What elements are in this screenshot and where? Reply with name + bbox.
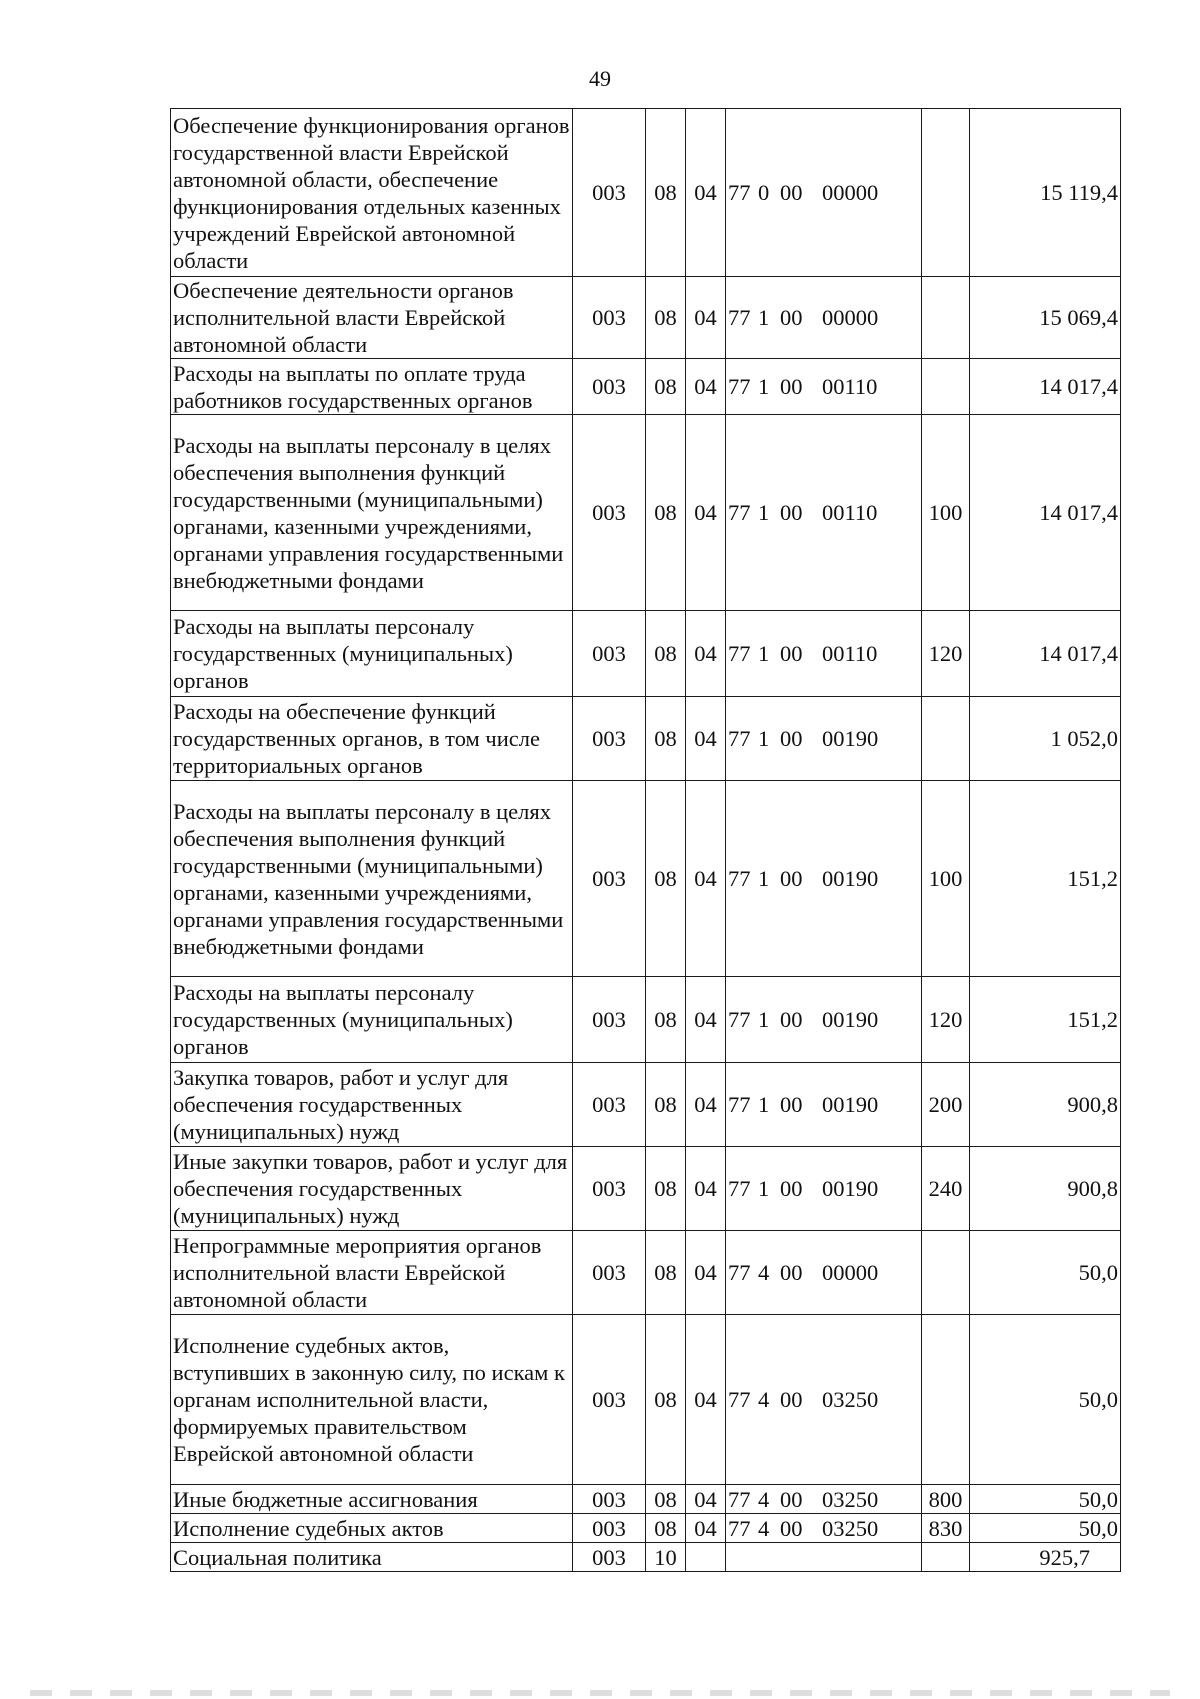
amount-value: 151,2 — [970, 781, 1121, 977]
expense-type-code: 100 — [922, 781, 970, 977]
csr-subprogram: 1 — [758, 374, 770, 399]
amount-value: 14 017,4 — [970, 359, 1121, 415]
csr-program: 77 — [728, 1260, 751, 1285]
table-row — [171, 359, 1121, 415]
target-article-code — [726, 1543, 922, 1572]
subsection-code: 04 — [686, 1147, 726, 1231]
target-article-code — [726, 1514, 922, 1543]
section-code: 08 — [646, 1485, 686, 1514]
section-code: 08 — [646, 359, 686, 415]
csr-program: 77 — [728, 1387, 751, 1412]
expense-type-code — [922, 1543, 970, 1572]
row-description: Исполнение судебных актов — [171, 1514, 573, 1543]
amount-value: 925,7 — [970, 1543, 1121, 1572]
csr-direction: 00110 — [822, 641, 878, 666]
csr-direction: 00000 — [822, 305, 879, 330]
subsection-code: 04 — [686, 1231, 726, 1315]
csr-subprogram: 1 — [758, 1176, 770, 1201]
amount-value: 14 017,4 — [970, 415, 1121, 611]
subsection-code: 04 — [686, 277, 726, 359]
csr-program: 77 — [728, 1486, 751, 1512]
amount-value: 1 052,0 — [970, 697, 1121, 781]
csr-event: 00 — [780, 305, 803, 330]
target-article-code — [726, 1231, 922, 1315]
amount-value: 50,0 — [970, 1514, 1121, 1543]
section-code: 08 — [646, 611, 686, 697]
csr-subprogram: 0 — [758, 180, 770, 205]
grbs-code: 003 — [573, 1485, 646, 1514]
grbs-code: 003 — [573, 977, 646, 1063]
csr-event: 00 — [780, 1486, 803, 1512]
expense-type-code: 120 — [922, 977, 970, 1063]
target-article-code — [726, 1147, 922, 1231]
target-article-code — [726, 1063, 922, 1147]
csr-direction: 00000 — [822, 1260, 879, 1285]
csr-subprogram: 4 — [758, 1515, 770, 1541]
expense-type-code — [922, 359, 970, 415]
grbs-code: 003 — [573, 611, 646, 697]
csr-subprogram: 1 — [758, 726, 770, 751]
csr-event: 00 — [780, 374, 803, 399]
subsection-code: 04 — [686, 977, 726, 1063]
page-number: 49 — [589, 66, 611, 91]
subsection-code: 04 — [686, 109, 726, 277]
grbs-code: 003 — [573, 781, 646, 977]
table-row — [171, 1485, 1121, 1514]
csr-event: 00 — [780, 1260, 803, 1285]
subsection-code — [686, 1543, 726, 1572]
row-description: Закупка товаров, работ и услуг для обеспечения государственных (муниципальных) нужд — [171, 1063, 573, 1147]
section-code: 08 — [646, 109, 686, 277]
csr-direction: 03250 — [822, 1387, 879, 1412]
grbs-code: 003 — [573, 1315, 646, 1485]
section-code: 08 — [646, 781, 686, 977]
section-code: 10 — [646, 1543, 686, 1572]
section-code: 08 — [646, 697, 686, 781]
budget-table — [170, 108, 1121, 1572]
csr-event: 00 — [780, 726, 803, 751]
target-article-code — [726, 1315, 922, 1485]
table-row — [171, 611, 1121, 697]
amount-value: 151,2 — [970, 977, 1121, 1063]
table-row — [171, 1315, 1121, 1485]
expense-type-code: 800 — [922, 1485, 970, 1514]
table-row — [171, 1231, 1121, 1315]
csr-program: 77 — [728, 1007, 751, 1032]
row-description: Социальная политика — [171, 1543, 573, 1572]
subsection-code: 04 — [686, 1485, 726, 1514]
row-description: Расходы на обеспечение функций государственных органов, в том числе территориальных органов — [171, 697, 573, 781]
grbs-code: 003 — [573, 697, 646, 781]
table-row — [171, 1543, 1121, 1572]
grbs-code: 003 — [573, 1063, 646, 1147]
csr-event: 00 — [780, 641, 803, 666]
csr-program: 77 — [728, 305, 751, 330]
expense-type-code: 100 — [922, 415, 970, 611]
csr-subprogram: 1 — [758, 1007, 770, 1032]
row-description: Иные закупки товаров, работ и услуг для обеспечения государственных (муниципальных) нужд — [171, 1147, 573, 1231]
csr-direction: 00190 — [822, 1176, 879, 1201]
grbs-code: 003 — [573, 1231, 646, 1315]
grbs-code: 003 — [573, 359, 646, 415]
subsection-code: 04 — [686, 415, 726, 611]
grbs-code: 003 — [573, 277, 646, 359]
csr-subprogram: 1 — [758, 305, 770, 330]
grbs-code: 003 — [573, 109, 646, 277]
row-description: Исполнение судебных актов, вступивших в законную силу, по искам к органам исполнительной власти, формируемых правительством Еврейской автономной области — [171, 1315, 573, 1485]
expense-type-code: 240 — [922, 1147, 970, 1231]
section-code: 08 — [646, 1147, 686, 1231]
csr-program: 77 — [728, 726, 751, 751]
csr-event: 00 — [780, 1176, 803, 1201]
section-code: 08 — [646, 277, 686, 359]
target-article-code — [726, 415, 922, 611]
row-description: Расходы на выплаты персоналу государственных (муниципальных) органов — [171, 611, 573, 697]
csr-event: 00 — [780, 866, 803, 891]
amount-value: 900,8 — [970, 1147, 1121, 1231]
csr-event: 00 — [780, 1515, 803, 1541]
expense-type-code — [922, 1231, 970, 1315]
expense-type-code: 830 — [922, 1514, 970, 1543]
csr-program: 77 — [728, 1176, 751, 1201]
csr-program: 77 — [728, 641, 751, 666]
row-description: Обеспечение функционирования органов государственной власти Еврейской автономной области, обеспечение функционирования отдельных казенных учреждений Еврейской автономной области — [171, 109, 573, 277]
csr-direction: 00110 — [822, 500, 878, 525]
expense-type-code — [922, 277, 970, 359]
table-row — [171, 415, 1121, 611]
row-description: Расходы на выплаты по оплате труда работников государственных органов — [171, 359, 573, 415]
target-article-code — [726, 1485, 922, 1514]
table-row — [171, 781, 1121, 977]
table-row — [171, 1514, 1121, 1543]
csr-program: 77 — [728, 1515, 751, 1541]
csr-program: 77 — [728, 866, 751, 891]
section-code: 08 — [646, 415, 686, 611]
row-description: Расходы на выплаты персоналу в целях обеспечения выполнения функций государственными (муниципальными) органами, казенными учреждениями, органами управления государственными внебюджетными фондами — [171, 415, 573, 611]
csr-program: 77 — [728, 1092, 751, 1117]
subsection-code: 04 — [686, 1514, 726, 1543]
target-article-code — [726, 277, 922, 359]
row-description: Непрограммные мероприятия органов исполнительной власти Еврейской автономной области — [171, 1231, 573, 1315]
target-article-code — [726, 697, 922, 781]
csr-subprogram: 1 — [758, 1092, 770, 1117]
row-description: Расходы на выплаты персоналу государственных (муниципальных) органов — [171, 977, 573, 1063]
csr-direction: 00190 — [822, 726, 879, 751]
subsection-code: 04 — [686, 611, 726, 697]
table-row — [171, 1063, 1121, 1147]
csr-subprogram: 4 — [758, 1486, 770, 1512]
section-code: 08 — [646, 1514, 686, 1543]
row-description: Иные бюджетные ассигнования — [171, 1485, 573, 1514]
target-article-code — [726, 781, 922, 977]
amount-value: 50,0 — [970, 1485, 1121, 1514]
table-row — [171, 109, 1121, 277]
expense-type-code: 120 — [922, 611, 970, 697]
csr-program: 77 — [728, 500, 751, 525]
amount-value: 50,0 — [970, 1315, 1121, 1485]
csr-program: 77 — [728, 180, 751, 205]
csr-direction: 00190 — [822, 866, 879, 891]
section-code: 08 — [646, 1315, 686, 1485]
section-code: 08 — [646, 977, 686, 1063]
expense-type-code — [922, 697, 970, 781]
subsection-code: 04 — [686, 359, 726, 415]
csr-event: 00 — [780, 1387, 803, 1412]
csr-program: 77 — [728, 374, 751, 399]
expense-type-code: 200 — [922, 1063, 970, 1147]
subsection-code: 04 — [686, 781, 726, 977]
csr-subprogram: 4 — [758, 1260, 770, 1285]
csr-direction: 00110 — [822, 374, 878, 399]
target-article-code — [726, 359, 922, 415]
csr-direction: 03250 — [822, 1486, 879, 1512]
table-row — [171, 1147, 1121, 1231]
table-row — [171, 277, 1121, 359]
amount-value: 50,0 — [970, 1231, 1121, 1315]
target-article-code — [726, 109, 922, 277]
expense-type-code — [922, 1315, 970, 1485]
subsection-code: 04 — [686, 1315, 726, 1485]
table-row — [171, 697, 1121, 781]
target-article-code — [726, 977, 922, 1063]
csr-subprogram: 1 — [758, 500, 770, 525]
amount-value: 14 017,4 — [970, 611, 1121, 697]
csr-event: 00 — [780, 1092, 803, 1117]
grbs-code: 003 — [573, 1147, 646, 1231]
csr-subprogram: 4 — [758, 1387, 770, 1412]
csr-subprogram: 1 — [758, 866, 770, 891]
csr-direction: 00190 — [822, 1007, 879, 1032]
csr-event: 00 — [780, 500, 803, 525]
grbs-code: 003 — [573, 415, 646, 611]
section-code: 08 — [646, 1231, 686, 1315]
csr-direction: 03250 — [822, 1515, 879, 1541]
expense-type-code — [922, 109, 970, 277]
section-code: 08 — [646, 1063, 686, 1147]
table-row — [171, 977, 1121, 1063]
csr-subprogram: 1 — [758, 641, 770, 666]
target-article-code — [726, 611, 922, 697]
row-description: Расходы на выплаты персоналу в целях обеспечения выполнения функций государственными (муниципальными) органами, казенными учреждениями, органами управления государственными внебюджетными фондами — [171, 781, 573, 977]
csr-direction: 00000 — [822, 180, 879, 205]
csr-event: 00 — [780, 180, 803, 205]
amount-value: 15 119,4 — [970, 109, 1121, 277]
csr-event: 00 — [780, 1007, 803, 1032]
grbs-code: 003 — [573, 1543, 646, 1572]
scan-edge-artifact — [30, 1690, 1170, 1696]
subsection-code: 04 — [686, 697, 726, 781]
row-description: Обеспечение деятельности органов исполнительной власти Еврейской автономной области — [171, 277, 573, 359]
subsection-code: 04 — [686, 1063, 726, 1147]
amount-value: 15 069,4 — [970, 277, 1121, 359]
csr-direction: 00190 — [822, 1092, 879, 1117]
grbs-code: 003 — [573, 1514, 646, 1543]
amount-value: 900,8 — [970, 1063, 1121, 1147]
